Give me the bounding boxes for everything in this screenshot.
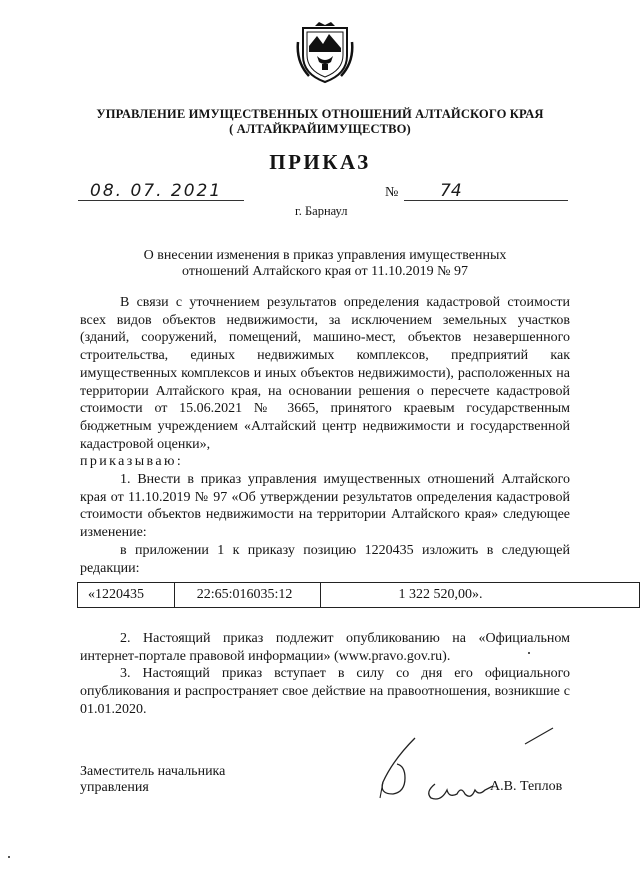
document-number: 74 <box>440 181 462 201</box>
subject-line-1: О внесении изменения в приказ управления имущественных <box>143 248 507 263</box>
date-underline <box>78 200 244 201</box>
organization-name: УПРАВЛЕНИЕ ИМУЩЕСТВЕННЫХ ОТНОШЕНИЙ АЛТАЙСКОГО КРАЯ <box>96 107 544 121</box>
item-1-paragraph: 1. Внести в приказ управления имущественных отношений Алтайского края от 11.10.2019 № 97 «Об утверждении результатов определения кадастровой стоимости объектов недвижимости на территории Алтайского края» следующее изменение: <box>80 472 570 541</box>
item-3-paragraph: 3. Настоящий приказ вступает в силу со дня его официального опубликования и распространяет свое действие на правоотношения, возникшие с 01.01.2020. <box>80 666 570 717</box>
document-body-top <box>80 294 570 577</box>
order-word: приказываю: <box>80 454 184 470</box>
signatory-position-line-1: Заместитель начальника <box>80 764 226 779</box>
signatory-position-line-2: управления <box>80 780 149 795</box>
subject-line-2: отношений Алтайского края от 11.10.2019 № 97 <box>182 264 468 279</box>
number-sign: № <box>385 185 399 200</box>
scan-speck <box>8 856 10 858</box>
document-title: ПРИКАЗ <box>269 150 371 174</box>
signatory-name: А.В. Теплов <box>490 779 563 794</box>
handwritten-signature <box>375 720 565 810</box>
item-1-sub-paragraph: в приложении 1 к приказу позицию 1220435 изложить в следующей редакции: <box>80 542 570 576</box>
organization-abbreviation: ( АЛТАЙКРАЙИМУЩЕСТВО) <box>229 122 411 136</box>
coat-of-arms-icon <box>295 22 355 84</box>
number-underline <box>404 200 568 201</box>
table-cell-cadastral-number: 22:65:016035:12 <box>174 583 320 608</box>
table-cell-cadastral-value: 1 322 520,00». <box>320 583 639 608</box>
cadastral-position-table <box>77 582 640 608</box>
table-row <box>78 583 640 608</box>
scan-speck <box>528 652 530 654</box>
document-body-bottom <box>80 630 570 719</box>
document-city: г. Барнаул <box>295 204 348 218</box>
preamble-paragraph: В связи с уточнением результатов определения кадастровой стоимости всех видов объектов недвижимости, за исключением земельных участков (зданий, сооружений, помещений, машино-мест, объектов незавершенного строительства, единых недвижимых комплексов, предприятий как имущественных комплексов и иных объектов недвижимости), расположенных на территории Алтайского края, на основании решения о пересчете кадастровой стоимости от 15.06.2021 № 3665, принятого краевым государственным бюджетным учреждением «Алтайский центр недвижимости и государственной кадастровой оценки», <box>80 295 570 452</box>
table-cell-position: «1220435 <box>78 583 175 608</box>
document-date: 08. 07. 2021 <box>90 181 223 201</box>
item-2-paragraph: 2. Настоящий приказ подлежит опубликованию на «Официальном интернет-портале правовой информации» (www.pravo.gov.ru). <box>80 631 570 664</box>
signatory-position <box>80 764 225 796</box>
